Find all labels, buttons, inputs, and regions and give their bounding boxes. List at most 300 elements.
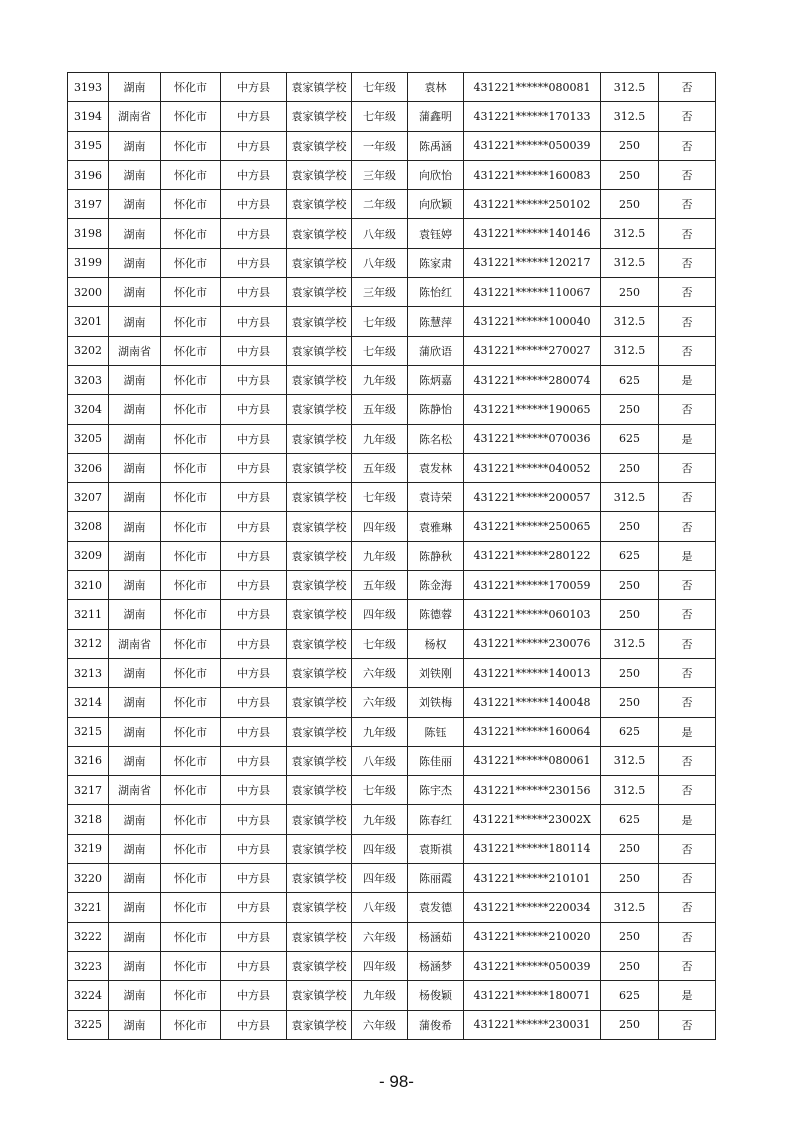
id-number-cell: 431221******250102: [464, 190, 601, 219]
student-name-cell: 陈宇杰: [408, 776, 464, 805]
student-name-cell: 袁钰婷: [408, 219, 464, 248]
table-row: [68, 981, 716, 1010]
amount-cell: 250: [601, 131, 659, 160]
table-row: [68, 190, 716, 219]
id-number-cell: 431221******270027: [464, 336, 601, 365]
school-cell: 袁家镇学校: [287, 658, 352, 687]
province-cell: 湖南: [109, 658, 161, 687]
county-cell: 中方县: [221, 571, 287, 600]
school-cell: 袁家镇学校: [287, 102, 352, 131]
school-cell: 袁家镇学校: [287, 981, 352, 1010]
id-number-cell: 431221******120217: [464, 248, 601, 277]
id-number-cell: 431221******060103: [464, 600, 601, 629]
table-row: [68, 1010, 716, 1039]
school-cell: 袁家镇学校: [287, 483, 352, 512]
flag-cell: 否: [659, 512, 716, 541]
row-number-cell: 3198: [68, 219, 109, 248]
grade-cell: 三年级: [352, 160, 408, 189]
student-name-cell: 袁斯祺: [408, 834, 464, 863]
student-name-cell: 陈春红: [408, 805, 464, 834]
county-cell: 中方县: [221, 307, 287, 336]
school-cell: 袁家镇学校: [287, 131, 352, 160]
table-row: [68, 746, 716, 775]
row-number-cell: 3212: [68, 629, 109, 658]
city-cell: 怀化市: [161, 629, 221, 658]
province-cell: 湖南: [109, 453, 161, 482]
amount-cell: 625: [601, 365, 659, 394]
city-cell: 怀化市: [161, 512, 221, 541]
student-name-cell: 陈怡红: [408, 278, 464, 307]
flag-cell: 否: [659, 307, 716, 336]
province-cell: 湖南: [109, 571, 161, 600]
student-name-cell: 蒲鑫明: [408, 102, 464, 131]
row-number-cell: 3203: [68, 365, 109, 394]
city-cell: 怀化市: [161, 307, 221, 336]
province-cell: 湖南: [109, 131, 161, 160]
flag-cell: 否: [659, 160, 716, 189]
student-name-cell: 袁雅琳: [408, 512, 464, 541]
student-name-cell: 陈炳嘉: [408, 365, 464, 394]
row-number-cell: 3217: [68, 776, 109, 805]
amount-cell: 312.5: [601, 307, 659, 336]
province-cell: 湖南: [109, 717, 161, 746]
city-cell: 怀化市: [161, 951, 221, 980]
flag-cell: 否: [659, 278, 716, 307]
school-cell: 袁家镇学校: [287, 219, 352, 248]
id-number-cell: 431221******230031: [464, 1010, 601, 1039]
student-name-cell: 陈静怡: [408, 395, 464, 424]
id-number-cell: 431221******200057: [464, 483, 601, 512]
county-cell: 中方县: [221, 278, 287, 307]
student-name-cell: 袁发林: [408, 453, 464, 482]
id-number-cell: 431221******210020: [464, 922, 601, 951]
row-number-cell: 3215: [68, 717, 109, 746]
province-cell: 湖南省: [109, 102, 161, 131]
province-cell: 湖南: [109, 981, 161, 1010]
province-cell: 湖南: [109, 864, 161, 893]
id-number-cell: 431221******230156: [464, 776, 601, 805]
table-row: [68, 658, 716, 687]
city-cell: 怀化市: [161, 73, 221, 102]
county-cell: 中方县: [221, 248, 287, 277]
county-cell: 中方县: [221, 131, 287, 160]
school-cell: 袁家镇学校: [287, 248, 352, 277]
county-cell: 中方县: [221, 395, 287, 424]
student-name-cell: 向欣怡: [408, 160, 464, 189]
city-cell: 怀化市: [161, 453, 221, 482]
city-cell: 怀化市: [161, 776, 221, 805]
flag-cell: 否: [659, 951, 716, 980]
row-number-cell: 3202: [68, 336, 109, 365]
county-cell: 中方县: [221, 160, 287, 189]
row-number-cell: 3218: [68, 805, 109, 834]
grade-cell: 四年级: [352, 512, 408, 541]
amount-cell: 250: [601, 512, 659, 541]
amount-cell: 250: [601, 1010, 659, 1039]
flag-cell: 否: [659, 864, 716, 893]
province-cell: 湖南: [109, 600, 161, 629]
flag-cell: 否: [659, 893, 716, 922]
county-cell: 中方县: [221, 336, 287, 365]
grade-cell: 四年级: [352, 834, 408, 863]
city-cell: 怀化市: [161, 658, 221, 687]
table-row: [68, 131, 716, 160]
grade-cell: 七年级: [352, 776, 408, 805]
amount-cell: 625: [601, 541, 659, 570]
id-number-cell: 431221******280122: [464, 541, 601, 570]
flag-cell: 否: [659, 131, 716, 160]
flag-cell: 否: [659, 483, 716, 512]
amount-cell: 250: [601, 160, 659, 189]
school-cell: 袁家镇学校: [287, 73, 352, 102]
table-row: [68, 600, 716, 629]
row-number-cell: 3205: [68, 424, 109, 453]
grade-cell: 六年级: [352, 658, 408, 687]
grade-cell: 七年级: [352, 483, 408, 512]
province-cell: 湖南: [109, 512, 161, 541]
student-name-cell: 杨涵梦: [408, 951, 464, 980]
school-cell: 袁家镇学校: [287, 746, 352, 775]
amount-cell: 250: [601, 453, 659, 482]
province-cell: 湖南: [109, 805, 161, 834]
flag-cell: 否: [659, 922, 716, 951]
county-cell: 中方县: [221, 190, 287, 219]
table-row: [68, 365, 716, 394]
city-cell: 怀化市: [161, 571, 221, 600]
row-number-cell: 3200: [68, 278, 109, 307]
flag-cell: 是: [659, 365, 716, 394]
county-cell: 中方县: [221, 951, 287, 980]
grade-cell: 九年级: [352, 424, 408, 453]
county-cell: 中方县: [221, 1010, 287, 1039]
amount-cell: 250: [601, 834, 659, 863]
county-cell: 中方县: [221, 981, 287, 1010]
grade-cell: 六年级: [352, 922, 408, 951]
school-cell: 袁家镇学校: [287, 1010, 352, 1039]
table-row: [68, 864, 716, 893]
id-number-cell: 431221******280074: [464, 365, 601, 394]
grade-cell: 九年级: [352, 717, 408, 746]
county-cell: 中方县: [221, 219, 287, 248]
grade-cell: 五年级: [352, 571, 408, 600]
id-number-cell: 431221******040052: [464, 453, 601, 482]
school-cell: 袁家镇学校: [287, 190, 352, 219]
row-number-cell: 3213: [68, 658, 109, 687]
id-number-cell: 431221******100040: [464, 307, 601, 336]
id-number-cell: 431221******23002X: [464, 805, 601, 834]
student-name-cell: 陈慧萍: [408, 307, 464, 336]
amount-cell: 250: [601, 922, 659, 951]
student-name-cell: 蒲欣语: [408, 336, 464, 365]
student-name-cell: 袁发德: [408, 893, 464, 922]
student-name-cell: 刘铁刚: [408, 658, 464, 687]
id-number-cell: 431221******140146: [464, 219, 601, 248]
table-row: [68, 776, 716, 805]
table-row: [68, 688, 716, 717]
school-cell: 袁家镇学校: [287, 278, 352, 307]
amount-cell: 312.5: [601, 336, 659, 365]
id-number-cell: 431221******070036: [464, 424, 601, 453]
table-row: [68, 160, 716, 189]
city-cell: 怀化市: [161, 424, 221, 453]
city-cell: 怀化市: [161, 893, 221, 922]
flag-cell: 否: [659, 395, 716, 424]
county-cell: 中方县: [221, 893, 287, 922]
city-cell: 怀化市: [161, 864, 221, 893]
id-number-cell: 431221******180114: [464, 834, 601, 863]
row-number-cell: 3210: [68, 571, 109, 600]
grade-cell: 一年级: [352, 131, 408, 160]
amount-cell: 312.5: [601, 893, 659, 922]
row-number-cell: 3199: [68, 248, 109, 277]
amount-cell: 250: [601, 571, 659, 600]
grade-cell: 四年级: [352, 600, 408, 629]
flag-cell: 否: [659, 629, 716, 658]
school-cell: 袁家镇学校: [287, 453, 352, 482]
province-cell: 湖南: [109, 395, 161, 424]
row-number-cell: 3207: [68, 483, 109, 512]
flag-cell: 否: [659, 600, 716, 629]
flag-cell: 否: [659, 571, 716, 600]
province-cell: 湖南: [109, 219, 161, 248]
grade-cell: 五年级: [352, 395, 408, 424]
row-number-cell: 3197: [68, 190, 109, 219]
amount-cell: 250: [601, 278, 659, 307]
row-number-cell: 3225: [68, 1010, 109, 1039]
student-name-cell: 陈德蓉: [408, 600, 464, 629]
id-number-cell: 431221******210101: [464, 864, 601, 893]
flag-cell: 是: [659, 717, 716, 746]
grade-cell: 六年级: [352, 1010, 408, 1039]
table-row: [68, 307, 716, 336]
flag-cell: 否: [659, 453, 716, 482]
county-cell: 中方县: [221, 453, 287, 482]
county-cell: 中方县: [221, 424, 287, 453]
id-number-cell: 431221******230076: [464, 629, 601, 658]
table-row: [68, 834, 716, 863]
province-cell: 湖南: [109, 746, 161, 775]
province-cell: 湖南: [109, 190, 161, 219]
school-cell: 袁家镇学校: [287, 571, 352, 600]
school-cell: 袁家镇学校: [287, 307, 352, 336]
student-name-cell: 杨权: [408, 629, 464, 658]
city-cell: 怀化市: [161, 248, 221, 277]
province-cell: 湖南: [109, 834, 161, 863]
table-row: [68, 717, 716, 746]
amount-cell: 625: [601, 424, 659, 453]
amount-cell: 312.5: [601, 102, 659, 131]
province-cell: 湖南省: [109, 776, 161, 805]
grade-cell: 五年级: [352, 453, 408, 482]
school-cell: 袁家镇学校: [287, 688, 352, 717]
school-cell: 袁家镇学校: [287, 424, 352, 453]
student-name-cell: 陈丽霞: [408, 864, 464, 893]
city-cell: 怀化市: [161, 981, 221, 1010]
amount-cell: 250: [601, 395, 659, 424]
student-name-cell: 刘铁梅: [408, 688, 464, 717]
grade-cell: 七年级: [352, 629, 408, 658]
province-cell: 湖南: [109, 424, 161, 453]
school-cell: 袁家镇学校: [287, 336, 352, 365]
city-cell: 怀化市: [161, 746, 221, 775]
city-cell: 怀化市: [161, 190, 221, 219]
table-row: [68, 424, 716, 453]
city-cell: 怀化市: [161, 336, 221, 365]
amount-cell: 250: [601, 688, 659, 717]
city-cell: 怀化市: [161, 541, 221, 570]
table-row: [68, 483, 716, 512]
county-cell: 中方县: [221, 365, 287, 394]
flag-cell: 否: [659, 746, 716, 775]
school-cell: 袁家镇学校: [287, 629, 352, 658]
school-cell: 袁家镇学校: [287, 864, 352, 893]
grade-cell: 九年级: [352, 541, 408, 570]
province-cell: 湖南: [109, 922, 161, 951]
flag-cell: 否: [659, 336, 716, 365]
county-cell: 中方县: [221, 102, 287, 131]
table-row: [68, 248, 716, 277]
flag-cell: 否: [659, 73, 716, 102]
grade-cell: 二年级: [352, 190, 408, 219]
student-name-cell: 蒲俊希: [408, 1010, 464, 1039]
grade-cell: 九年级: [352, 981, 408, 1010]
county-cell: 中方县: [221, 776, 287, 805]
school-cell: 袁家镇学校: [287, 922, 352, 951]
row-number-cell: 3195: [68, 131, 109, 160]
id-number-cell: 431221******220034: [464, 893, 601, 922]
grade-cell: 八年级: [352, 746, 408, 775]
row-number-cell: 3224: [68, 981, 109, 1010]
grade-cell: 四年级: [352, 951, 408, 980]
amount-cell: 625: [601, 805, 659, 834]
student-name-cell: 陈名松: [408, 424, 464, 453]
flag-cell: 否: [659, 776, 716, 805]
table-row: [68, 219, 716, 248]
table-row: [68, 512, 716, 541]
city-cell: 怀化市: [161, 102, 221, 131]
amount-cell: 250: [601, 864, 659, 893]
row-number-cell: 3219: [68, 834, 109, 863]
school-cell: 袁家镇学校: [287, 395, 352, 424]
province-cell: 湖南: [109, 893, 161, 922]
county-cell: 中方县: [221, 746, 287, 775]
city-cell: 怀化市: [161, 1010, 221, 1039]
table-row: [68, 951, 716, 980]
city-cell: 怀化市: [161, 395, 221, 424]
row-number-cell: 3214: [68, 688, 109, 717]
row-number-cell: 3222: [68, 922, 109, 951]
row-number-cell: 3216: [68, 746, 109, 775]
county-cell: 中方县: [221, 541, 287, 570]
flag-cell: 否: [659, 1010, 716, 1039]
student-name-cell: 袁林: [408, 73, 464, 102]
province-cell: 湖南省: [109, 336, 161, 365]
student-roster-table: [67, 72, 716, 1040]
city-cell: 怀化市: [161, 483, 221, 512]
table-row: [68, 453, 716, 482]
student-name-cell: 陈钰: [408, 717, 464, 746]
student-name-cell: 向欣颖: [408, 190, 464, 219]
page-number: - 98-: [379, 1072, 414, 1091]
school-cell: 袁家镇学校: [287, 805, 352, 834]
province-cell: 湖南: [109, 688, 161, 717]
flag-cell: 否: [659, 248, 716, 277]
amount-cell: 250: [601, 600, 659, 629]
city-cell: 怀化市: [161, 688, 221, 717]
province-cell: 湖南: [109, 483, 161, 512]
table-row: [68, 922, 716, 951]
row-number-cell: 3194: [68, 102, 109, 131]
grade-cell: 三年级: [352, 278, 408, 307]
county-cell: 中方县: [221, 688, 287, 717]
id-number-cell: 431221******080061: [464, 746, 601, 775]
row-number-cell: 3204: [68, 395, 109, 424]
province-cell: 湖南: [109, 951, 161, 980]
county-cell: 中方县: [221, 658, 287, 687]
city-cell: 怀化市: [161, 365, 221, 394]
amount-cell: 312.5: [601, 219, 659, 248]
province-cell: 湖南: [109, 365, 161, 394]
city-cell: 怀化市: [161, 278, 221, 307]
amount-cell: 625: [601, 717, 659, 746]
amount-cell: 312.5: [601, 248, 659, 277]
city-cell: 怀化市: [161, 834, 221, 863]
table-row: [68, 278, 716, 307]
school-cell: 袁家镇学校: [287, 834, 352, 863]
row-number-cell: 3211: [68, 600, 109, 629]
id-number-cell: 431221******160083: [464, 160, 601, 189]
table-row: [68, 629, 716, 658]
id-number-cell: 431221******170059: [464, 571, 601, 600]
flag-cell: 否: [659, 190, 716, 219]
student-name-cell: 陈禹涵: [408, 131, 464, 160]
school-cell: 袁家镇学校: [287, 512, 352, 541]
flag-cell: 否: [659, 688, 716, 717]
student-name-cell: 陈静秋: [408, 541, 464, 570]
student-name-cell: 陈金海: [408, 571, 464, 600]
province-cell: 湖南: [109, 1010, 161, 1039]
amount-cell: 250: [601, 951, 659, 980]
grade-cell: 七年级: [352, 336, 408, 365]
id-number-cell: 431221******050039: [464, 951, 601, 980]
school-cell: 袁家镇学校: [287, 600, 352, 629]
grade-cell: 四年级: [352, 864, 408, 893]
school-cell: 袁家镇学校: [287, 365, 352, 394]
amount-cell: 625: [601, 981, 659, 1010]
row-number-cell: 3221: [68, 893, 109, 922]
amount-cell: 312.5: [601, 629, 659, 658]
amount-cell: 250: [601, 190, 659, 219]
grade-cell: 八年级: [352, 219, 408, 248]
student-name-cell: 袁诗荣: [408, 483, 464, 512]
city-cell: 怀化市: [161, 805, 221, 834]
county-cell: 中方县: [221, 512, 287, 541]
table-row: [68, 102, 716, 131]
city-cell: 怀化市: [161, 717, 221, 746]
school-cell: 袁家镇学校: [287, 951, 352, 980]
city-cell: 怀化市: [161, 131, 221, 160]
flag-cell: 是: [659, 424, 716, 453]
county-cell: 中方县: [221, 864, 287, 893]
flag-cell: 是: [659, 981, 716, 1010]
row-number-cell: 3196: [68, 160, 109, 189]
province-cell: 湖南: [109, 248, 161, 277]
id-number-cell: 431221******250065: [464, 512, 601, 541]
flag-cell: 否: [659, 834, 716, 863]
id-number-cell: 431221******170133: [464, 102, 601, 131]
grade-cell: 七年级: [352, 307, 408, 336]
county-cell: 中方县: [221, 834, 287, 863]
